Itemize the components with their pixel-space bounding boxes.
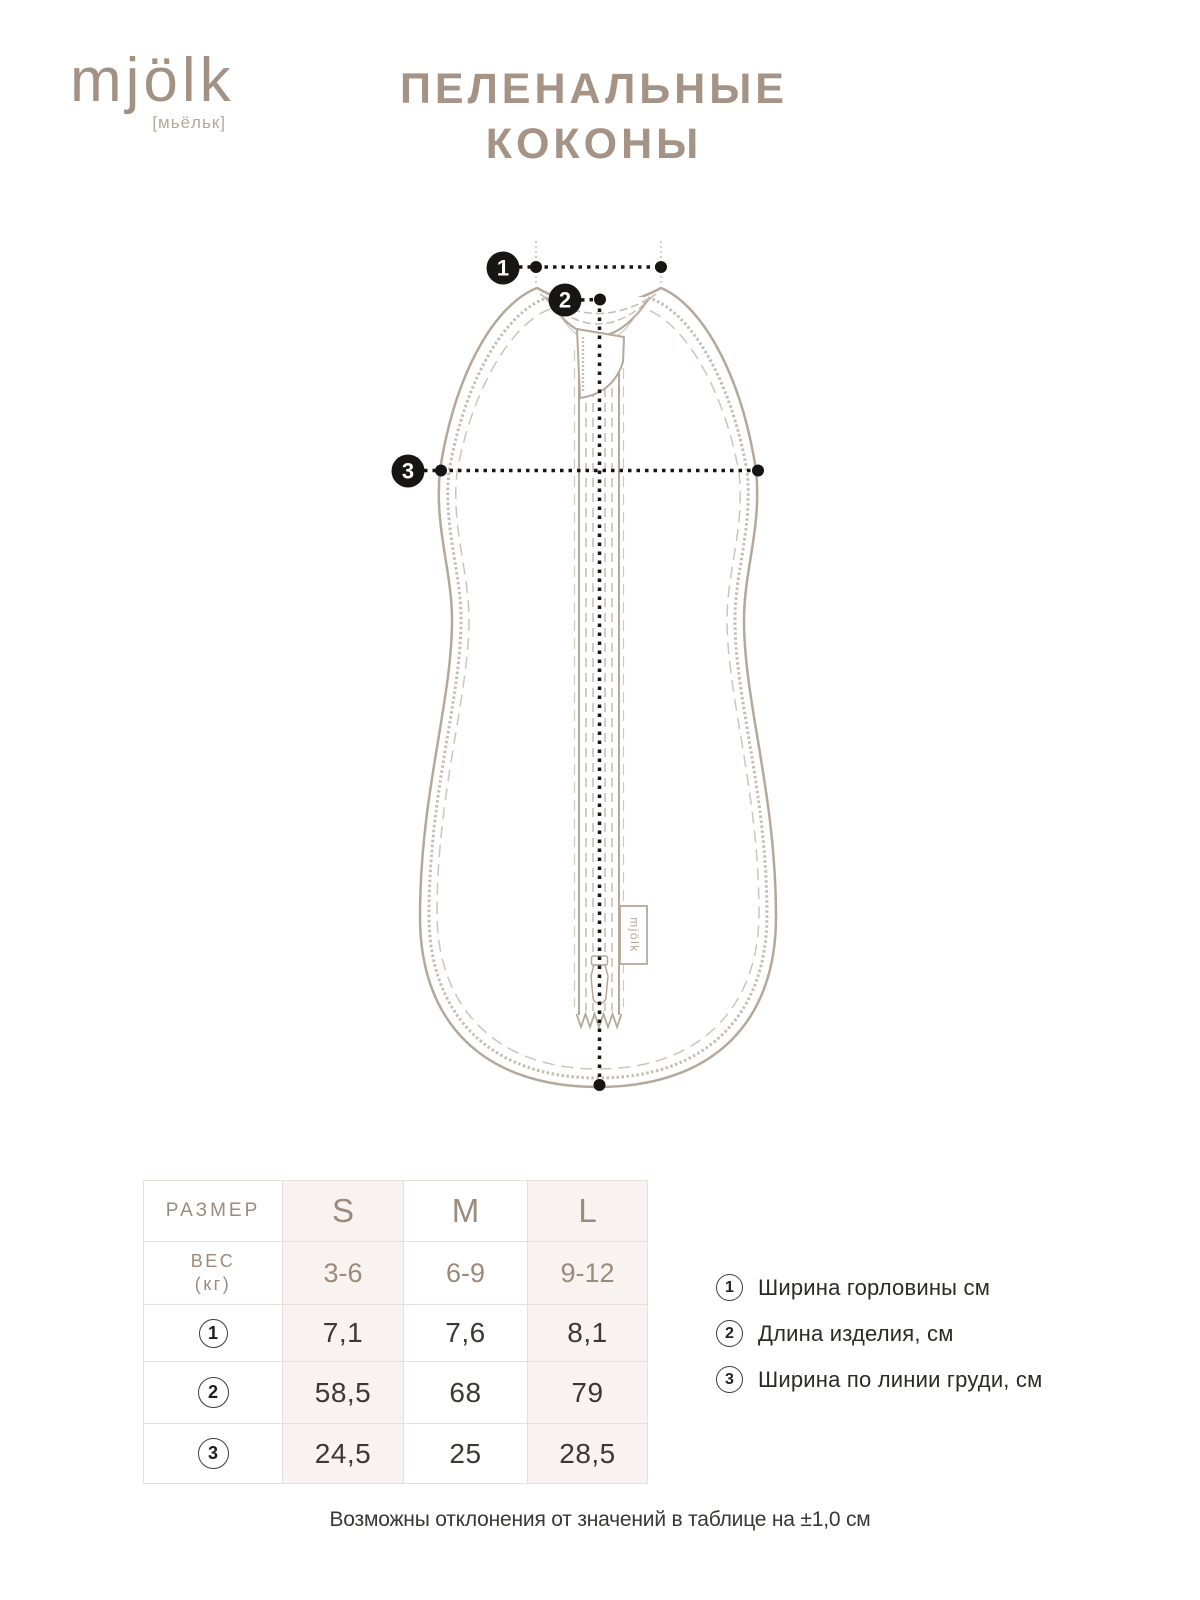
brand-tag-label: mjölk <box>627 917 642 953</box>
circled-number-1: 1 <box>199 1319 228 1348</box>
table-weight-m <box>404 1242 528 1305</box>
size-l: L <box>578 1192 597 1229</box>
weight-label-line1: ВЕС <box>190 1250 236 1271</box>
table-row1-marker <box>144 1305 283 1362</box>
page-title-line1: ПЕЛЕНАЛЬНЫЕ <box>400 65 788 113</box>
table-weight-label <box>144 1242 283 1305</box>
brand-transcription: [мьёльк] <box>152 113 226 133</box>
table-header-size-label <box>144 1181 283 1242</box>
cocoon-diagram <box>380 225 800 1115</box>
table-row2-s <box>283 1362 404 1424</box>
legend-text-2: Длина изделия, см <box>758 1320 954 1346</box>
measurement-legend <box>716 1274 1042 1393</box>
marker-3-number: 3 <box>401 458 415 484</box>
measurement-value: 24,5 <box>314 1437 372 1469</box>
measurement-value: 8,1 <box>567 1317 608 1348</box>
size-table <box>143 1180 648 1484</box>
legend-text-1: Ширина горловины см <box>758 1274 991 1300</box>
legend-text-3: Ширина по линии груди, см <box>758 1366 1043 1392</box>
table-row2-m <box>404 1362 528 1424</box>
brand-tag <box>620 906 647 964</box>
legend-circled-number-2: 2 <box>716 1320 743 1347</box>
legend-row-1 <box>716 1274 1042 1301</box>
legend-row-3 <box>716 1366 1042 1393</box>
page-title-line2: КОКОНЫ <box>485 119 703 168</box>
table-row1-l <box>528 1305 648 1362</box>
legend-circled-number-1: 1 <box>716 1274 743 1301</box>
marker-1-number: 1 <box>496 255 510 281</box>
circled-number-2: 2 <box>198 1377 229 1408</box>
measurement-value: 7,1 <box>322 1317 364 1348</box>
measurement-value: 79 <box>571 1376 604 1408</box>
table-row3-s <box>283 1424 404 1484</box>
weight-label-line2: (кг) <box>194 1274 232 1294</box>
circled-number-3: 3 <box>198 1438 229 1469</box>
size-label: РАЗМЕР <box>165 1200 261 1221</box>
size-s: S <box>331 1192 354 1229</box>
table-row3-l <box>528 1424 648 1484</box>
table-weight-s <box>283 1242 404 1305</box>
size-m: M <box>451 1192 480 1229</box>
table-header-size-l <box>528 1181 648 1242</box>
measurement-value: 28,5 <box>559 1437 616 1469</box>
zipper-pull <box>591 956 608 1003</box>
measure-line-1 <box>487 252 668 285</box>
weight-value: 3-6 <box>323 1257 363 1288</box>
legend-row-2 <box>716 1320 1042 1347</box>
measure-guides <box>536 241 661 286</box>
table-header-size-m <box>404 1181 528 1242</box>
weight-value: 9-12 <box>560 1257 615 1288</box>
measurement-value: 68 <box>449 1376 482 1408</box>
marker-2-number: 2 <box>558 287 572 313</box>
table-row2-l <box>528 1362 648 1424</box>
legend-circled-number-3: 3 <box>716 1366 743 1393</box>
table-row1-s <box>283 1305 404 1362</box>
measurement-value: 58,5 <box>314 1376 372 1408</box>
table-weight-l <box>528 1242 648 1305</box>
measurement-value: 25 <box>449 1437 482 1469</box>
measurement-value: 7,6 <box>445 1317 486 1348</box>
table-row3-m <box>404 1424 528 1484</box>
page-title <box>0 62 1188 171</box>
table-row2-marker <box>144 1362 283 1424</box>
weight-value: 6-9 <box>445 1257 486 1288</box>
table-row3-marker <box>144 1424 283 1484</box>
table-header-size-s <box>283 1181 404 1242</box>
tolerance-footnote: Возможны отклонения от значений в таблице на ±1,0 см <box>329 1508 871 1531</box>
table-row1-m <box>404 1305 528 1362</box>
brand-logo: mjölk <box>70 46 235 115</box>
